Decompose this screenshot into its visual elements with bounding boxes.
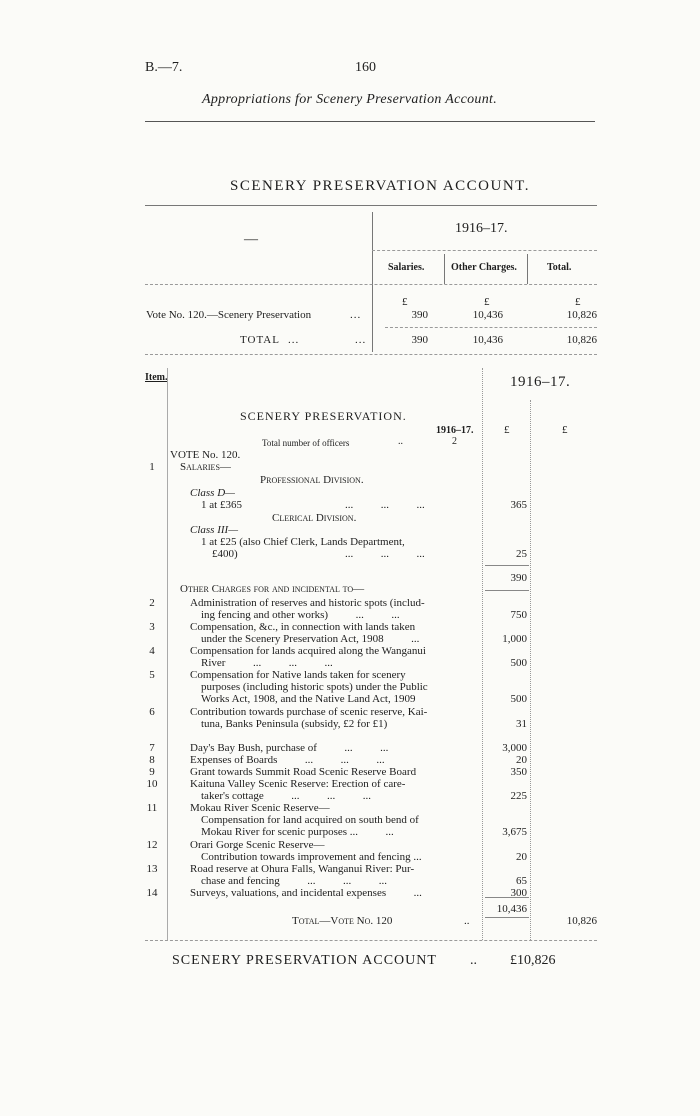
item-description-line: Kaituna Valley Scenic Reserve: Erection of care- bbox=[190, 778, 406, 790]
item-number: 11 bbox=[146, 802, 158, 814]
footer-amount: £10,826 bbox=[510, 953, 556, 968]
item-amount: 500 bbox=[510, 693, 527, 705]
professional-division: Professional Division. bbox=[260, 474, 364, 486]
item-amount: 20 bbox=[516, 754, 527, 766]
vote-label: VOTE No. 120. bbox=[170, 449, 241, 461]
class-d-line: 1 at £365 bbox=[201, 499, 242, 511]
vote-total-label: Total—Vote No. 120 bbox=[292, 915, 393, 927]
other-charges-subtotal: 10,436 bbox=[496, 903, 527, 915]
officers-count: 2 bbox=[452, 436, 457, 447]
item-description-line: Works Act, 1908, and the Native Land Act, 1909 bbox=[201, 693, 416, 705]
col-total: Total. bbox=[547, 262, 572, 273]
item-amount: 500 bbox=[510, 657, 527, 669]
item-number: 13 bbox=[146, 863, 158, 875]
clerical-division: Clerical Division. bbox=[272, 512, 357, 524]
item-amount: 750 bbox=[510, 609, 527, 621]
class-d-amount: 365 bbox=[510, 499, 527, 511]
header-rule bbox=[145, 121, 595, 122]
item-description-line: Mokau River Scenic Reserve— bbox=[190, 802, 330, 814]
item-number-1: 1 bbox=[149, 461, 155, 473]
total-row-total: 10,826 bbox=[566, 334, 597, 346]
item-number: 14 bbox=[146, 887, 158, 899]
item-description-line: Contribution towards improvement and fencing ... bbox=[201, 851, 422, 863]
item-number: 4 bbox=[149, 645, 155, 657]
officers-label: Total number of officers bbox=[262, 438, 350, 448]
item-description-line: Grant towards Summit Road Scenic Reserve Board bbox=[190, 766, 417, 778]
vote-row-label: Vote No. 120.—Scenery Preservation bbox=[146, 309, 312, 321]
vote-row-other: 10,436 bbox=[472, 309, 503, 321]
vote-row-salaries: 390 bbox=[411, 309, 428, 321]
item-description-line: Compensation, &c., in connection with lands taken bbox=[190, 621, 416, 633]
summary-year: 1916–17. bbox=[455, 221, 508, 236]
item-amount: 65 bbox=[516, 875, 527, 887]
salaries-heading: Salaries— bbox=[180, 461, 231, 473]
item-amount: 3,000 bbox=[502, 742, 527, 754]
item-number: 5 bbox=[149, 669, 155, 681]
item-number: 10 bbox=[146, 778, 158, 790]
other-charges-heading: Other Charges for and incidental to— bbox=[180, 583, 365, 595]
summary-top-rule bbox=[145, 205, 597, 206]
item-description-line: Contribution towards purchase of scenic reserve, Kai- bbox=[190, 706, 428, 718]
item-column-divider bbox=[167, 368, 168, 940]
detail-year-header: 1916–17. bbox=[510, 374, 571, 390]
item-amount: 300 bbox=[510, 887, 527, 899]
total-currency: £ bbox=[575, 296, 581, 308]
item-number: 2 bbox=[149, 597, 155, 609]
page: B.—7. 160 Appropriations for Scenery Preservation Account. SCENERY PRESERVATION ACCOUNT. 1916–17. — Salaries. Other Charges. Total. £ £ £ Vote No. 120.—Scenery Preservation ... 390 10,436 10,826 TOTAL ... ... 390 10,436 10,826 Item. 1916–17. SCENERY PRESERVATION. 1916–17. £ £ Total number of officers .. 2 VOTE No. 120. 1 Salaries— Professional Division. Class D— 1 at £365 ... ... ... 365 Clerical Division. Class III— 1 at £25 (also Chief Clerk, Lands Department, £400) ... ... ... 25 390 Other Charges for and incidental to— 2 Administration of reserves and historic spots (includ- ing fencing and other works) ... ... 750 3 Compensation, &c., in connection with lands taken under the Scenery Preservation Act, 1908 ... 1,000 4 Compensation for lands acquired along the Wanganui River ... ... ... 500 5 Compensation for Native lands taken for scenery purposes (including historic spots) under the Public Works Act, 1908, and the Native Land Act, 1909 500 6 Contribution towards purchase of scenic reserve, Kai- tuna, Banks Peninsula (subsidy, £2 for £1) 31 7 Day's Bay Bush, purchase of ... ... 3,000 8 Expenses of Boards ... ... ... 20 9 Grant towards Summit Road Scenic Reserve Board 350 10 Kaituna Valley Scenic Reserve: Erection of care- taker's cottage ... ... ... 225 11 Mokau River Scenic Reserve— Compensation for land acquired on south bend of Mokau River for scenic purposes ... ... 3,675 12 Orari Gorge Scenic Reserve— Contribution towards improvement and fencing ... 20 13 Road reserve at Ohura Falls, Wanganui River: Pur- chase and fencing ... ... ... 65 14 Surveys, valuations, and incidental expenses ... 300 10,436 Total—Vote No. 120 .. 10,826 SCENERY PRESERVATION ACCOUNT .. £10,826 bbox=[0, 0, 700, 1116]
item-column-header: Item. bbox=[145, 372, 168, 383]
item-description-line: Surveys, valuations, and incidental expenses ... bbox=[190, 887, 422, 899]
total-amount-currency: £ bbox=[562, 424, 568, 436]
item-amount: 350 bbox=[510, 766, 527, 778]
page-number: 160 bbox=[355, 60, 376, 75]
item-description-line: Expenses of Boards ... ... ... bbox=[190, 754, 385, 766]
item-description-line: Road reserve at Ohura Falls, Wanganui River: Pur- bbox=[190, 863, 415, 875]
salaries-currency: £ bbox=[402, 296, 408, 308]
item-description-line: Mokau River for scenic purposes ... ... bbox=[201, 826, 394, 838]
item-description-line: Compensation for lands acquired along the Wanganui bbox=[190, 645, 426, 657]
item-number: 12 bbox=[146, 839, 158, 851]
item-description-line: Compensation for Native lands taken for scenery bbox=[190, 669, 406, 681]
item-description-line: ing fencing and other works) ... ... bbox=[201, 609, 400, 621]
total-row-other: 10,436 bbox=[472, 334, 503, 346]
item-number: 8 bbox=[149, 754, 155, 766]
officers-year: 1916–17. bbox=[436, 425, 474, 436]
item-amount: 225 bbox=[510, 790, 527, 802]
class-iii-line1: 1 at £25 (also Chief Clerk, Lands Department, bbox=[201, 536, 405, 548]
item-description-line: Compensation for land acquired on south bend of bbox=[201, 814, 419, 826]
item-description-line: Orari Gorge Scenic Reserve— bbox=[190, 839, 325, 851]
item-description-line: River ... ... ... bbox=[201, 657, 333, 669]
summary-title: SCENERY PRESERVATION ACCOUNT. bbox=[230, 178, 530, 194]
total-row-salaries: 390 bbox=[411, 334, 428, 346]
class-iii-line2: £400) bbox=[212, 548, 238, 560]
col-other-charges: Other Charges. bbox=[451, 262, 517, 273]
document-code: B.—7. bbox=[145, 60, 183, 75]
total-row-label: TOTAL bbox=[240, 334, 280, 346]
vote-row-total: 10,826 bbox=[566, 309, 597, 321]
item-amount: 3,675 bbox=[502, 826, 527, 838]
item-description-line: tuna, Banks Peninsula (subsidy, £2 for £1) bbox=[201, 718, 388, 730]
other-currency: £ bbox=[484, 296, 490, 308]
summary-year-rule bbox=[372, 250, 597, 251]
class-iii: Class III— bbox=[190, 524, 238, 536]
salaries-subtotal: 390 bbox=[510, 572, 527, 584]
item-amount: 1,000 bbox=[502, 633, 527, 645]
item-amount: 20 bbox=[516, 851, 527, 863]
item-description-line: purposes (including historic spots) under the Public bbox=[201, 681, 428, 693]
item-amount: 31 bbox=[516, 718, 527, 730]
page-subtitle: Appropriations for Scenery Preservation Account. bbox=[202, 92, 498, 107]
item-number: 7 bbox=[149, 742, 155, 754]
col-salaries: Salaries. bbox=[388, 262, 425, 273]
item-description-line: Day's Bay Bush, purchase of ... ... bbox=[190, 742, 389, 754]
section-title: SCENERY PRESERVATION. bbox=[240, 409, 407, 423]
item-description-line: under the Scenery Preservation Act, 1908 ... bbox=[201, 633, 420, 645]
item-number: 6 bbox=[149, 706, 155, 718]
item-description-line: taker's cottage ... ... ... bbox=[201, 790, 372, 802]
amount-currency: £ bbox=[504, 424, 510, 436]
item-description-line: Administration of reserves and historic spots (includ- bbox=[190, 597, 425, 609]
class-iii-amount: 25 bbox=[516, 548, 527, 560]
footer-label: SCENERY PRESERVATION ACCOUNT bbox=[172, 953, 437, 968]
item-description-line: chase and fencing ... ... ... bbox=[201, 875, 388, 887]
class-d: Class D— bbox=[190, 487, 235, 499]
summary-divider bbox=[372, 212, 373, 352]
item-number: 9 bbox=[149, 766, 155, 778]
item-number: 3 bbox=[149, 621, 155, 633]
summary-dash: — bbox=[244, 232, 258, 247]
vote-total-amount: 10,826 bbox=[566, 915, 597, 927]
